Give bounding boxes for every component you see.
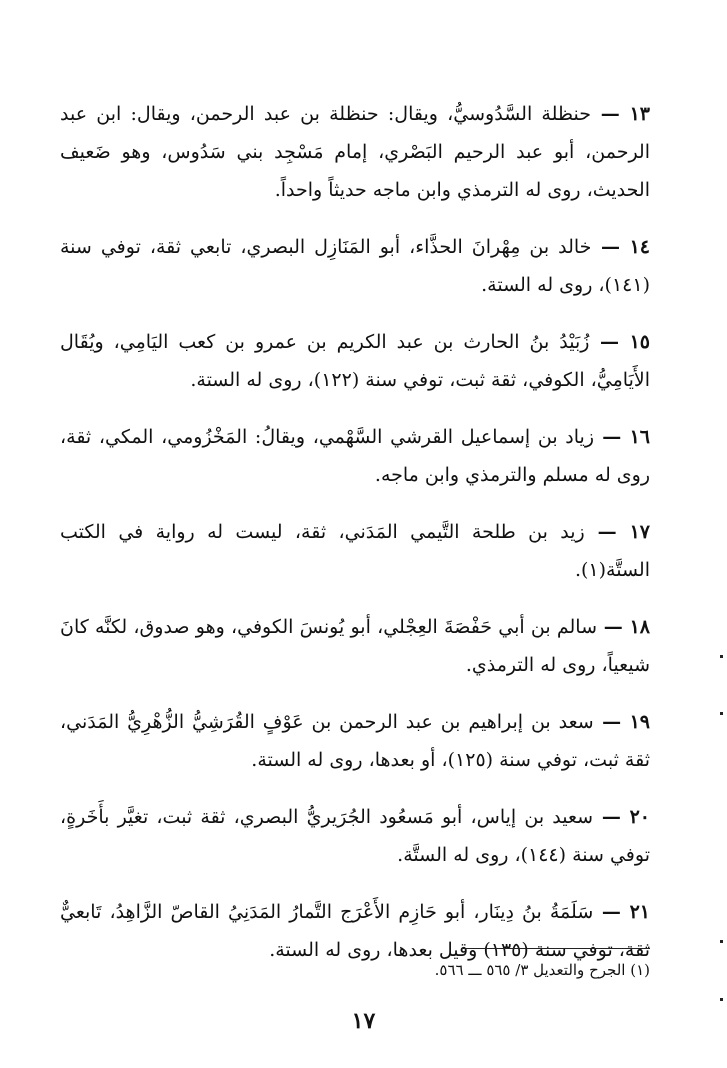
scan-edge-mark	[720, 655, 723, 658]
entry-13	[60, 95, 650, 209]
entry-14	[60, 228, 650, 304]
entry-text: زياد بن إسماعيل القرشي السَّهْمي، ويقالُ: المَخْزُومي، المكي، ثقة، روى له مسلم والترمذي وابن ماجه.	[60, 426, 650, 486]
entry-number: ١٧ —	[585, 521, 650, 543]
scan-edge-mark	[720, 712, 723, 715]
entry-text: حنظلة السَّدُوسيُّ، ويقال: حنظلة بن عبد الرحمن، ويقال: ابن عبد الرحمن، أبو عبد الرحيم البَصْري، إمام مَسْجِد بني سَدُوس، وهو ضَعيف الحديث، روى له الترمذي وابن ماجه حديثاً واحداً.	[60, 103, 650, 201]
entry-text: زُبَيْدُ بنُ الحارث بن عبد الكريم بن عمرو بن كعب اليَامِي، ويُقَال الأَيَامِيُّ، الكوفي، ثقة ثبت، توفي سنة (١٢٢)، روى له الستة.	[60, 331, 650, 391]
entry-number: ١٩ —	[594, 711, 650, 733]
entry-18	[60, 608, 650, 684]
entry-text: سَلَمَةُ بنُ دِينَار، أبو حَازِم الأَعْرَج التَّمارُ المَدَنِيُ القاصّ الزَّاهِدُ، تَابعيٌّ ثقة، توفي سنة (١٣٥) وقيل بعدها، روى له الستة.	[60, 901, 650, 961]
entry-number: ١٨ —	[597, 616, 650, 638]
page-body	[60, 95, 650, 979]
entry-17	[60, 513, 650, 589]
footnote: (١) الجرح والتعديل ٣/ ٥٦٥ ـــ ٥٦٦.	[434, 961, 650, 979]
entry-15	[60, 323, 650, 399]
entry-19	[60, 703, 650, 779]
entry-text: سعد بن إبراهيم بن عبد الرحمن بن عَوْفٍ القُرَشِيُّ الزُّهْرِيُّ المَدَني، ثقة ثبت، توفي سنة (١٢٥)، أو بعدها، روى له الستة.	[60, 711, 650, 771]
entry-number: ٢١ —	[593, 901, 650, 923]
entry-number: ١٤ —	[591, 236, 650, 258]
entry-text: زيد بن طلحة التَّيمي المَدَني، ثقة، ليست له رواية في الكتب الستَّة(١).	[60, 521, 650, 581]
entry-20	[60, 798, 650, 874]
entry-number: ٢٠ —	[593, 806, 650, 828]
entry-text: خالد بن مِهْرانَ الحذَّاء، أبو المَنَازِل البصري، تابعي ثقة، توفي سنة (١٤١)، روى له الستة.	[60, 236, 650, 296]
entry-text: سعيد بن إياس، أبو مَسعُود الجُرَيريُّ البصري، ثقة ثبت، تغيَّر بأَخَرةٍ، توفي سنة (١٤٤)، روى له الستَّة.	[60, 806, 650, 866]
footnote-divider	[462, 948, 650, 949]
entry-16	[60, 418, 650, 494]
page-number: ١٧	[351, 1008, 376, 1034]
entry-number: ١٦ —	[594, 426, 650, 448]
scan-edge-mark	[720, 998, 723, 1001]
entry-number: ١٣ —	[591, 103, 650, 125]
scan-edge-mark	[720, 940, 723, 943]
entry-number: ١٥ —	[589, 331, 650, 353]
entry-text: سالم بن أبي حَفْصَةَ العِجْلي، أبو يُونسَ الكوفي، وهو صدوق، لكنَّه كانَ شيعياً، روى له الترمذي.	[60, 616, 650, 676]
